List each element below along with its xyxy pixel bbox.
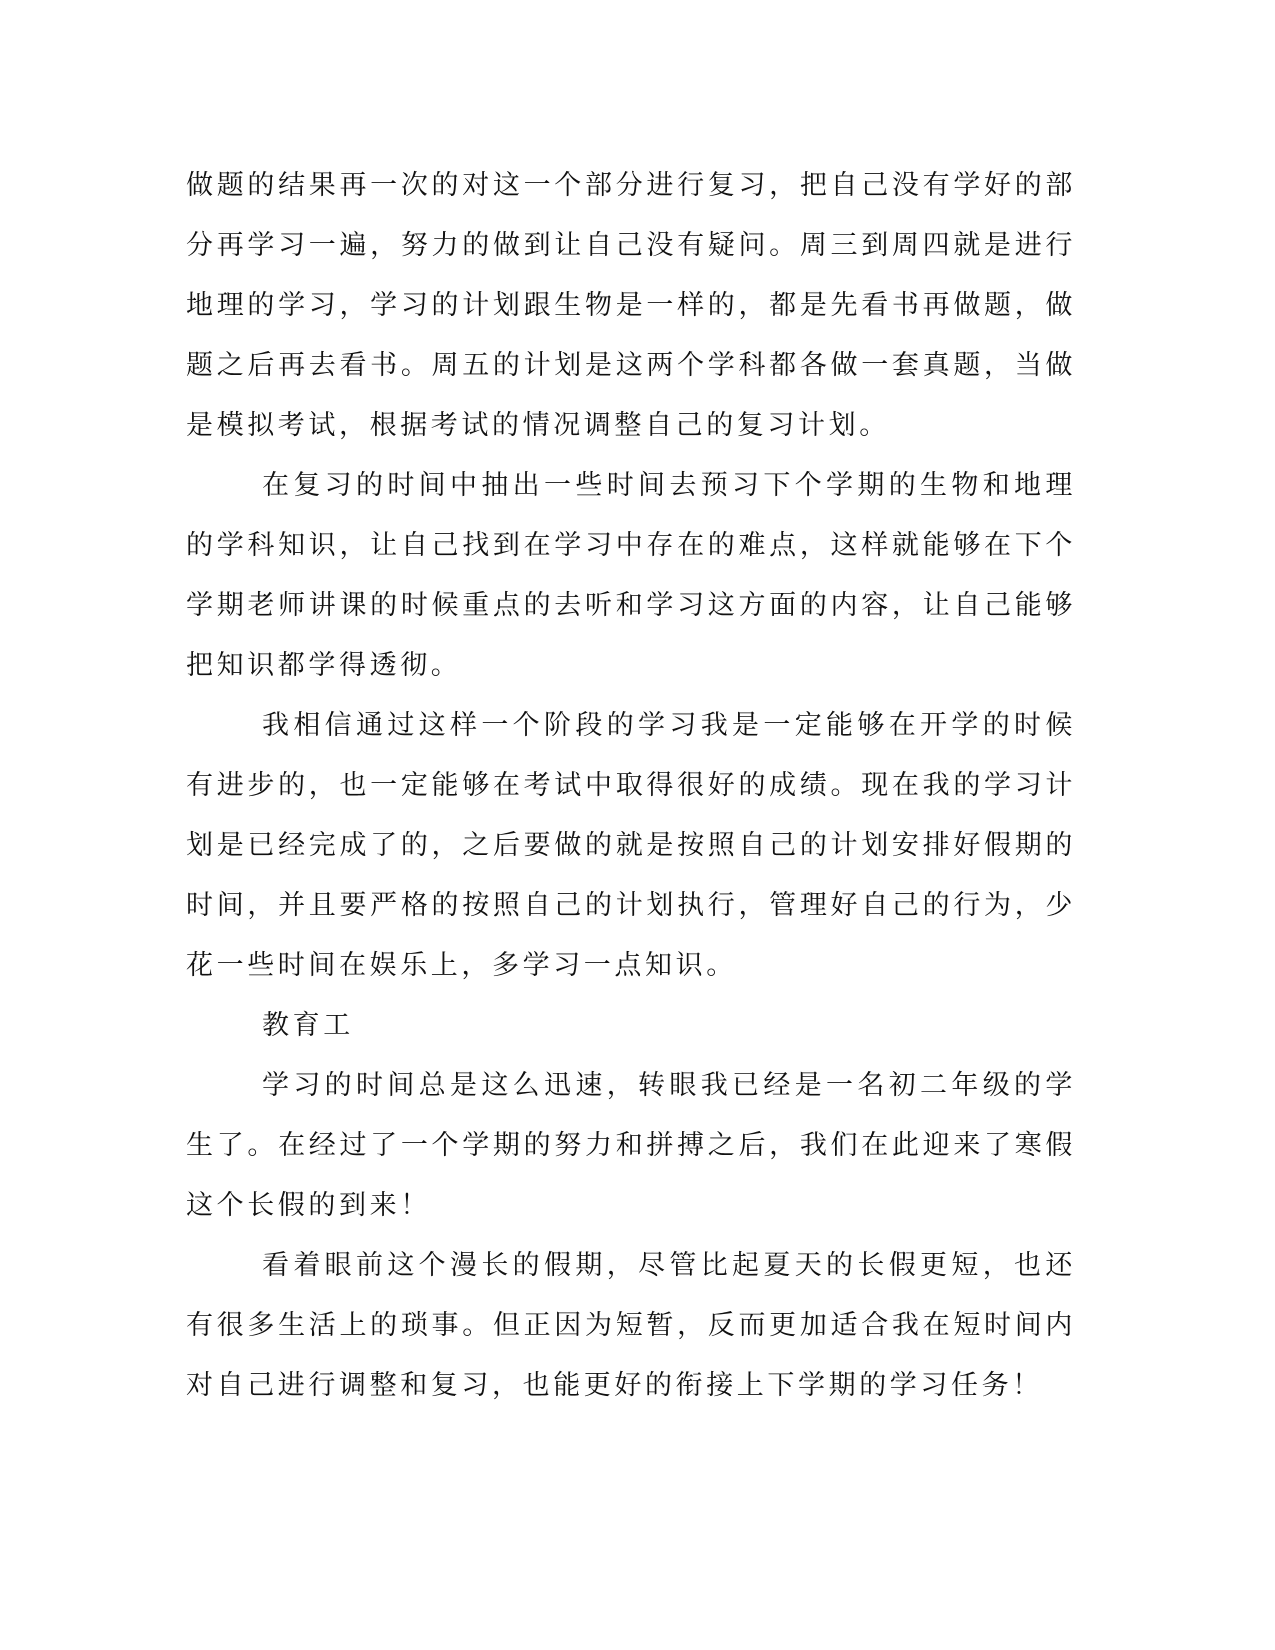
paragraph-winter-break-intro: 学习的时间总是这么迅速，转眼我已经是一名初二年级的学生了。在经过了一个学期的努力和拼搏之后，我们在此迎来了寒假这个长假的到来！ bbox=[186, 1070, 1076, 1221]
paragraph-confidence: 我相信通过这样一个阶段的学习我是一定能够在开学的时候有进步的，也一定能够在考试中取得很好的成绩。现在我的学习计划是已经完成了的，之后要做的就是按照自己的计划安排好假期的时间，并且要严格的按照自己的计划执行，管理好自己的行为，少花一些时间在娱乐上，多学习一点知识。 bbox=[186, 710, 1076, 981]
paragraph-preview-plan: 在复习的时间中抽出一些时间去预习下个学期的生物和地理的学科知识，让自己找到在学习中存在的难点，这样就能够在下个学期老师讲课的时候重点的去听和学习这方面的内容，让自己能够把知识都学得透彻。 bbox=[186, 470, 1076, 681]
paragraph-continued: 做题的结果再一次的对这一个部分进行复习，把自己没有学好的部分再学习一遍，努力的做到让自己没有疑问。周三到周四就是进行地理的学习，学习的计划跟生物是一样的，都是先看书再做题，做题之后再去看书。周五的计划是这两个学科都各做一套真题，当做是模拟考试，根据考试的情况调整自己的复习计划。 bbox=[186, 170, 1076, 441]
section-heading: 教育工 bbox=[262, 1010, 354, 1041]
paragraph-winter-break-plan: 看着眼前这个漫长的假期，尽管比起夏天的长假更短，也还有很多生活上的琐事。但正因为短暂，反而更加适合我在短时间内对自己进行调整和复习，也能更好的衔接上下学期的学习任务！ bbox=[186, 1250, 1076, 1401]
document-body bbox=[186, 156, 1076, 1416]
